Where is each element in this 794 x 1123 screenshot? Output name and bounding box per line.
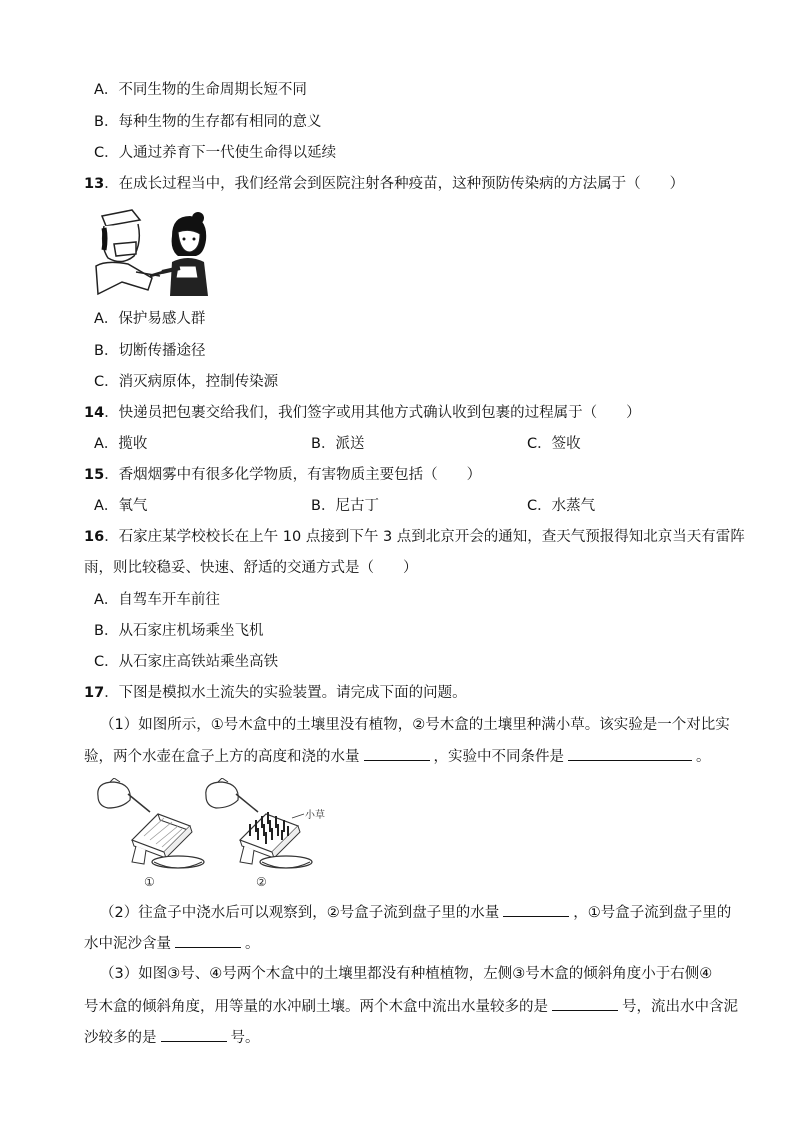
question-16	[84, 527, 745, 547]
q17-part1-line1: （1）如图所示，①号木盒中的土壤里没有植物，②号木盒的土壤里种满小草。该实验是一个对比实	[100, 717, 730, 733]
text-segment: ，实验中不同条件是	[433, 749, 564, 765]
question-number: 14	[84, 405, 105, 421]
grass-label: 小草	[305, 810, 325, 821]
text-segment: 沙较多的是	[84, 1030, 157, 1046]
answer-blank[interactable]	[503, 902, 569, 917]
text-segment: 。	[696, 749, 711, 765]
q16-option-b: B．从石家庄机场乘坐飞机	[94, 623, 264, 639]
answer-blank[interactable]	[364, 746, 430, 761]
question-number: 17	[84, 685, 105, 701]
question-15	[84, 465, 481, 485]
q17-part1-line2	[84, 746, 711, 767]
q16-option-c: C．从石家庄高铁站乘坐高铁	[94, 654, 279, 670]
text-segment: （2）往盒子中浇水后可以观察到，②号盒子流到盘子里的水量	[100, 905, 500, 921]
q15-option-b: B．尼古丁	[311, 498, 379, 514]
q16-option-a: A．自驾车开车前往	[94, 592, 220, 608]
text-segment: 号，流出水中含泥	[622, 999, 738, 1015]
q13-option-b: B．切断传播途径	[94, 343, 206, 359]
question-text: ．快递员把包裹交给我们，我们签字或用其他方式确认收到包裹的过程属于（ ）	[104, 405, 641, 421]
text-segment: 号木盒的倾斜角度，用等量的水冲刷土壤。两个木盒中流出水量较多的是	[84, 999, 548, 1015]
answer-blank[interactable]	[568, 746, 692, 761]
q14-option-a: A．揽收	[94, 436, 148, 452]
answer-blank[interactable]	[175, 933, 241, 948]
question-13	[84, 174, 684, 194]
q13-option-a: A．保护易感人群	[94, 311, 206, 327]
question-text: ．下图是模拟水土流失的实验装置。请完成下面的问题。	[104, 685, 467, 701]
text-segment: ，①号盒子流到盘子里的	[573, 905, 732, 921]
q17-part2-line2	[84, 933, 260, 954]
q14-option-c: C．签收	[527, 436, 581, 452]
q17-part2-line1	[100, 902, 731, 923]
text-segment: 验，两个水壶在盒子上方的高度和浇的水量	[84, 749, 360, 765]
question-text: ．香烟烟雾中有很多化学物质，有害物质主要包括（ ）	[104, 467, 482, 483]
q14-option-b: B．派送	[311, 436, 365, 452]
box-1-label: ①	[144, 875, 155, 889]
text-segment: 。	[245, 936, 260, 952]
text-segment: 水中泥沙含量	[84, 936, 171, 952]
q15-option-c: C．水蒸气	[527, 498, 596, 514]
question-number: 15	[84, 467, 105, 483]
q17-part3-line1: （3）如图③号、④号两个木盒中的土壤里都没有种植植物，左侧③号木盒的倾斜角度小于右侧④	[100, 966, 713, 982]
question-text-line-1: ．石家庄某学校校长在上午 10 点接到下午 3 点到北京开会的通知，查天气预报得知北京当天有雷阵	[104, 529, 745, 545]
question-number: 13	[84, 176, 105, 192]
answer-blank[interactable]	[161, 1027, 227, 1042]
q12-option-b: B．每种生物的生存都有相同的意义	[94, 114, 322, 130]
q13-option-c: C．消灭病原体，控制传染源	[94, 374, 279, 390]
q12-option-c: C．人通过养育下一代使生命得以延续	[94, 145, 337, 161]
q12-option-a: A．不同生物的生命周期长短不同	[94, 82, 307, 98]
q15-option-a: A．氧气	[94, 498, 148, 514]
box-2-label: ②	[256, 875, 267, 889]
question-text: ．在成长过程当中，我们经常会到医院注射各种疫苗，这种预防传染病的方法属于（ ）	[104, 176, 685, 192]
vaccination-illustration	[92, 206, 216, 296]
question-number: 16	[84, 529, 105, 545]
q17-part3-line2	[84, 996, 738, 1017]
question-14	[84, 403, 641, 423]
answer-blank[interactable]	[552, 996, 618, 1011]
q17-part3-line3	[84, 1027, 260, 1048]
soil-erosion-apparatus-figure	[92, 778, 332, 890]
text-segment: 号。	[230, 1030, 260, 1046]
question-17	[84, 683, 467, 703]
question-16-line-2: 雨，则比较稳妥、快速、舒适的交通方式是（ ）	[84, 560, 418, 576]
